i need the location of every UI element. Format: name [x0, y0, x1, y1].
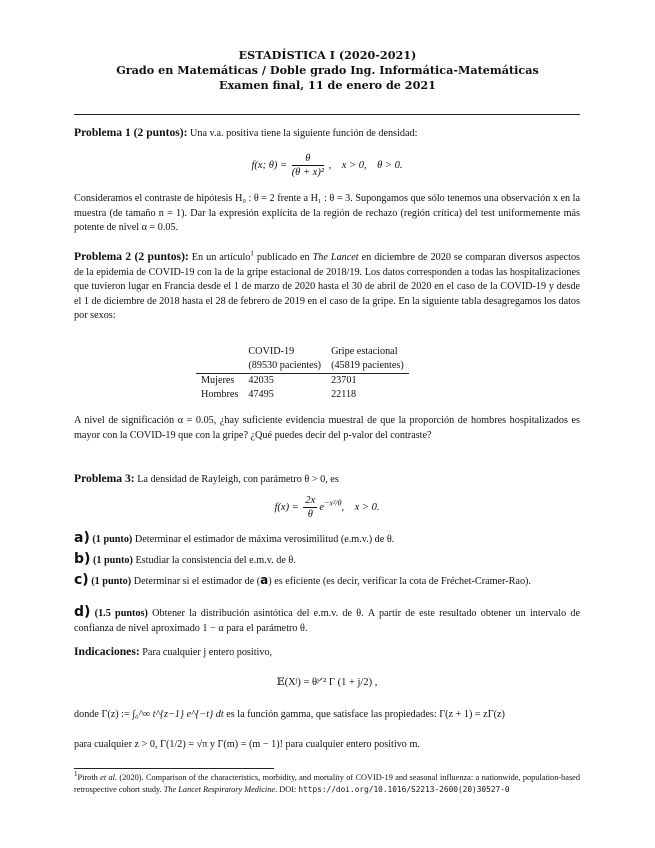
hints-title: Indicaciones: [74, 645, 140, 658]
item-a [74, 531, 580, 548]
item-b-points: (1 punto) [92, 555, 133, 566]
problem-3-intro [74, 472, 580, 488]
hints-intro [74, 645, 580, 661]
problem-1-body: Consideramos el contraste de hipótesis H₀ : θ = 2 frente a H₁ : θ = 3. Supongamos que sólo tenemos una observación x en la muestra (de tamaño n = 1). Dar la expresión explícita de la región de rechazo (región crítica) del test uniformemente más potente de nivel α = 0.05. [74, 193, 580, 234]
item-d-points: (1.5 puntos) [94, 608, 148, 619]
problem-1-intro [74, 126, 580, 142]
eq2-exponent: −x²/θ [324, 498, 342, 508]
table-cell: 23701 [331, 375, 357, 386]
rayleigh-equation [74, 494, 580, 521]
footnote-authors: Piroth [77, 773, 101, 782]
col-flu-header: Gripe estacional [331, 346, 398, 357]
item-c-text-a: Determinar si el estimador de ( [133, 576, 261, 587]
table-row [196, 388, 409, 402]
gamma-def-b: es la función gamma, que satisface las propiedades: Γ(z + 1) = zΓ(z) [226, 709, 505, 720]
col-covid-sub: (89530 pacientes) [248, 360, 322, 371]
footnote-text: (2020). Comparison of the characteristics, morbidity, and mortality of COVID-19 and seasonal influenza: a nationwide, population-based retrospective cohort study. [74, 773, 581, 795]
table-subheader-row [196, 359, 409, 374]
gamma-def-a: donde Γ(z) := [74, 709, 130, 720]
exam-degree: Grado en Matemáticas / Doble grado Ing. Informática-Matemáticas [116, 63, 539, 77]
footnote-journal: The Lancet Respiratory Medicine [163, 785, 276, 795]
table-row [196, 374, 409, 389]
table-cell: 47495 [248, 389, 274, 400]
problem-1-intro-text: Una v.a. positiva tiene la siguiente función de densidad: [190, 128, 418, 139]
eq2-lhs: f(x) = [274, 501, 299, 513]
problem-2-text-b: publicado en [253, 252, 313, 263]
footnote-doi-label: . DOI: [275, 785, 299, 795]
col-covid-header: COVID-19 [248, 346, 295, 357]
eq2-denominator: θ [307, 509, 313, 520]
gamma-integral: ∫₀^∞ t^{z−1} e^{−t} dt [132, 709, 224, 720]
item-d-text: Obtener la distribución asintótica del e.m.v. de θ. A partir de este resultado obtener un intervalo de confianza de nivel aproximado 1 − α para el parámetro θ. [74, 608, 581, 634]
footnote [74, 772, 580, 797]
eq1-conditions: , x > 0, θ > 0. [328, 159, 403, 171]
table-cell: 42035 [248, 375, 274, 386]
exam-date: Examen final, 11 de enero de 2021 [219, 78, 436, 92]
item-c-letter: c) [74, 572, 89, 588]
problem-2-text-c: en diciembre de 2020 se comparan diversos aspectos de la epidemia de COVID-19 con la de la gripe estacional de 2018/19. Los datos corresponden a todas las hospitalizaciones que tuvieron lugar en Francia desde el 1 de marzo de 2020 hasta el 30 de abril de 2020 en el caso de la COVID-19 y desde el 1 de diciembre de 2018 hasta el 28 de febrero de 2019 en el caso de la gripe. En la siguiente tabla desagregamos los datos por sexos: [74, 252, 581, 322]
eq2-conditions: , x > 0. [341, 501, 380, 513]
footnote-etal: et al. [100, 773, 118, 782]
problem-2-question: A nivel de significación α = 0.05, ¿hay suficiente evidencia muestral de que la proporción de hombres hospitalizados es mayor con la COVID-19 que con la gripe? ¿Qué puedes decir del p-valor del contraste? [74, 415, 580, 441]
item-c-points: (1 punto) [91, 576, 132, 587]
col-flu-sub: (45819 pacientes) [331, 360, 404, 371]
eq2-fraction [303, 494, 317, 521]
eq1-denominator: (θ + x)² [291, 167, 324, 178]
eq2-numerator: 2x [305, 495, 316, 506]
table-cell: 22118 [331, 389, 357, 400]
gamma-properties: para cualquier z > 0, Γ(1/2) = √π y Γ(m) = (m − 1)! para cualquier entero positivo m. [74, 739, 420, 750]
table-header-row [196, 345, 409, 359]
hints-intro-text: Para cualquier j entero positivo, [142, 647, 273, 658]
exam-title: ESTADÍSTICA I (2020-2021) [238, 48, 417, 62]
item-d-letter: d) [74, 604, 91, 620]
moment-equation: 𝔼(Xʲ) = θʲᐟ² Γ (1 + j/2) , [276, 677, 378, 688]
sex-data-table [196, 345, 409, 402]
item-b-text: Estudiar la consistencia del e.m.v. de θ. [135, 555, 296, 566]
row-label: Hombres [201, 389, 239, 400]
row-label: Mujeres [201, 375, 235, 386]
problem-2-journal: The Lancet [312, 252, 359, 263]
gamma-definition [74, 708, 580, 723]
problem-3-title: Problema 3: [74, 472, 135, 485]
problem-2-text [74, 250, 580, 324]
eq2-exp-base: e [319, 501, 324, 513]
item-a-text: Determinar el estimador de máxima verosimilitud (e.m.v.) de θ. [134, 534, 395, 545]
item-b-letter: b) [74, 551, 91, 567]
footnote-doi-link[interactable]: https://doi.org/10.1016/S2213-2600(20)30527-0 [298, 785, 510, 795]
item-c [74, 573, 580, 590]
item-a-points: (1 punto) [92, 534, 133, 545]
problem-2-title: Problema 2 (2 puntos): [74, 250, 189, 263]
problem-1-equation [74, 152, 580, 179]
problem-2-text-a: En un artículo [191, 252, 251, 263]
item-c-ref: a [260, 573, 269, 587]
problem-1-title: Problema 1 (2 puntos): [74, 126, 188, 139]
eq1-fraction [292, 152, 324, 179]
problem-3-intro-text: La densidad de Rayleigh, con parámetro θ > 0, es [137, 474, 339, 485]
item-d [74, 605, 580, 636]
item-b [74, 552, 580, 569]
header-rule [74, 114, 580, 115]
footnote-rule [74, 768, 274, 769]
footnote-mark: 1 [74, 770, 78, 779]
footnote-ref[interactable]: 1 [250, 249, 254, 258]
item-c-text-b: ) es eficiente (es decir, verificar la cota de Fréchet-Cramer-Rao). [268, 576, 531, 587]
item-a-letter: a) [74, 530, 90, 546]
eq1-lhs: f(x; θ) = [251, 159, 288, 171]
eq1-numerator: θ [292, 152, 324, 166]
